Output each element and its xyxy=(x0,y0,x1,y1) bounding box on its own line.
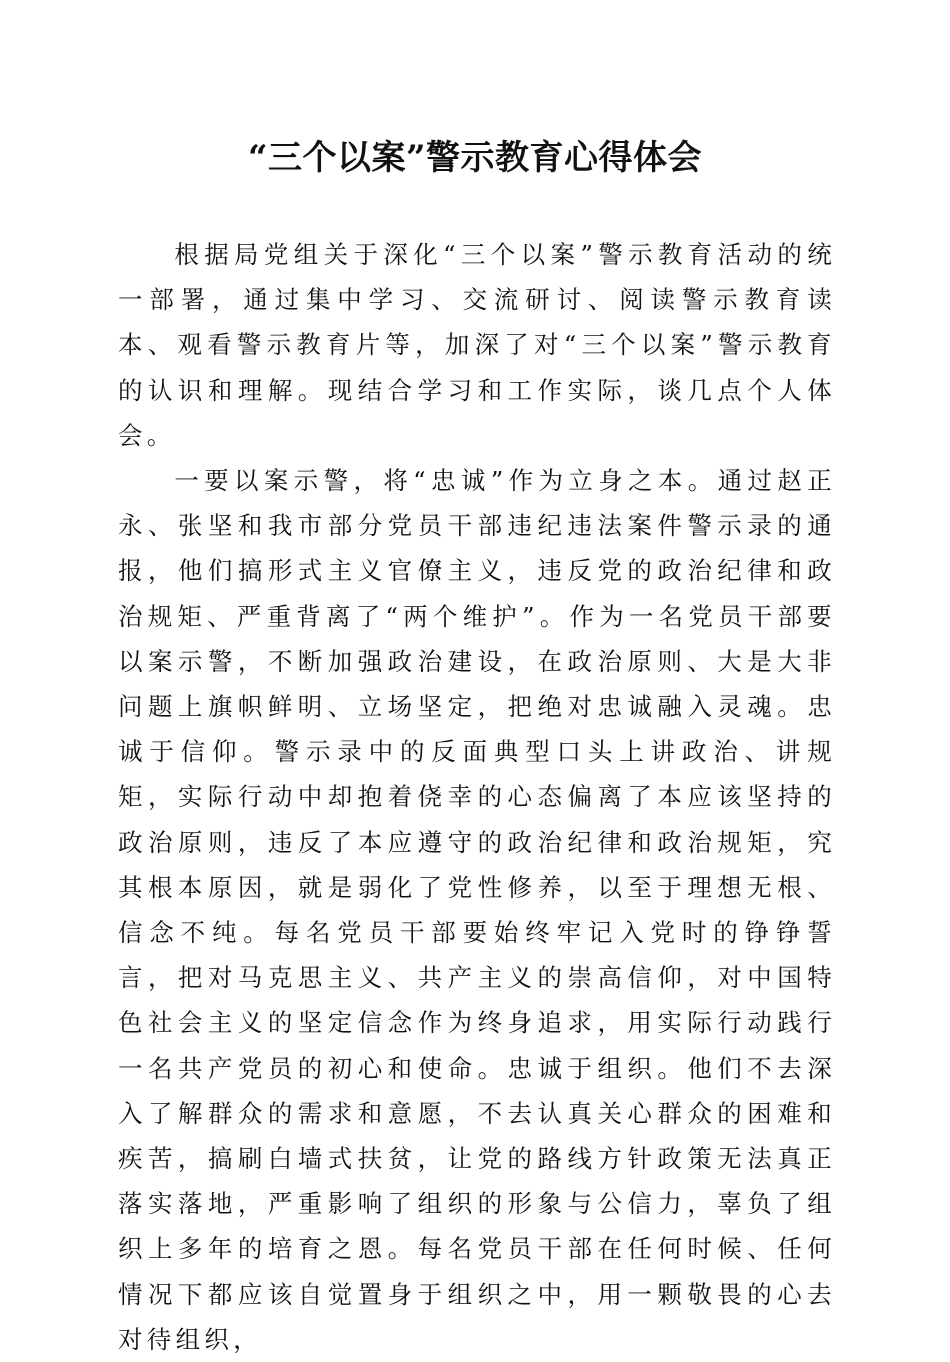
paragraph-intro: 根据局党组关于深化“三个以案”警示教育活动的统一部署，通过集中学习、交流研讨、阅读警示教育读本、观看警示教育片等，加深了对“三个以案”警示教育的认识和理解。现结合学习和工作实际，谈几点个人体会。 xyxy=(118,240,836,450)
paragraph-loyalty: 一要以案示警，将“忠诚”作为立身之本。通过赵正永、张坚和我市部分党员干部违纪违法案件警示录的通报，他们搞形式主义官僚主义，违反党的政治纪律和政治规矩、严重背离了“两个维护”。作为一名党员干部要以案示警，不断加强政治建设，在政治原则、大是大非问题上旗帜鲜明、立场坚定，把绝对忠诚融入灵魂。忠诚于信仰。警示录中的反面典型口头上讲政治、讲规矩，实际行动中却抱着侥幸的心态偏离了本应该坚持的政治原则，违反了本应遵守的政治纪律和政治规矩，究其根本原因，就是弱化了党性修养，以至于理想无根、信念不纯。每名党员干部要始终牢记入党时的铮铮誓言，把对马克思主义、共产主义的崇高信仰，对中国特色社会主义的坚定信念作为终身追求，用实际行动践行一名共产党员的初心和使命。忠诚于组织。他们不去深入了解群众的需求和意愿，不去认真关心群众的困难和疾苦，搞刷白墙式扶贫，让党的路线方针政策无法真正落实落地，严重影响了组织的形象与公信力，辜负了组织上多年的培育之恩。每名党员干部在任何时候、任何情况下都应该自觉置身于组织之中，用一颗敬畏的心去对待组织， xyxy=(118,466,836,1354)
document-title: “三个以案”警示教育心得体会 xyxy=(247,138,703,178)
document-body xyxy=(118,232,836,1362)
